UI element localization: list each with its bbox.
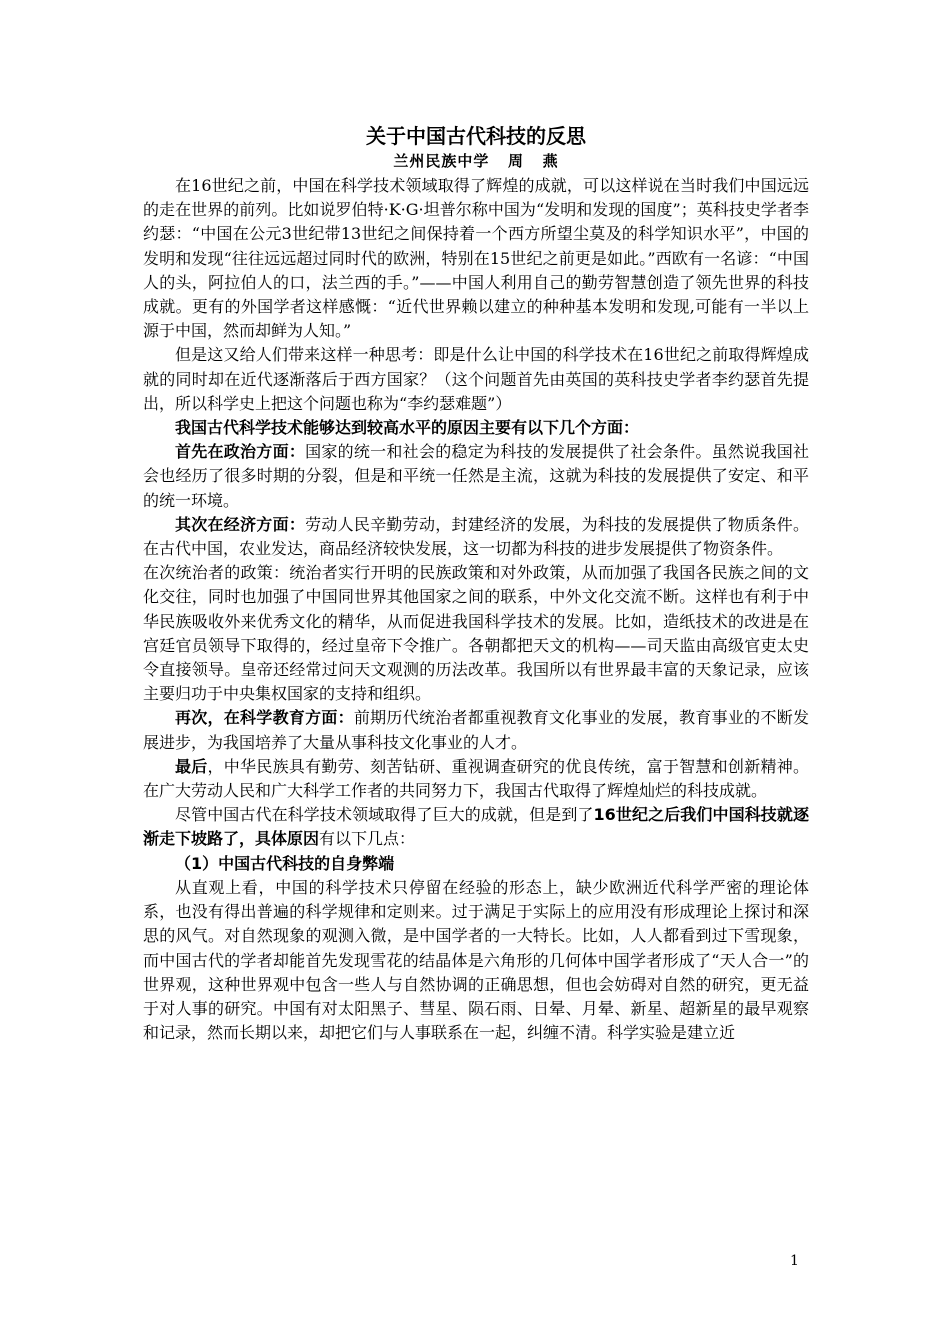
paragraph-lead: 最后 [175,756,208,776]
paragraph-lead: 再次，在科学教育方面： [175,708,354,728]
section-heading-reasons: 我国古代科学技术能够达到较高水平的原因主要有以下几个方面： [175,418,640,438]
paragraph-text: 劳动人民辛勤劳动，封建经济的发展，为科技的发展提供了物质条件。在古代中国，农业发达，商品经济较快发展，这一切都为科技的进步发展提供了物资条件。 [143,514,809,559]
paragraph-intro: 在16世纪之前，中国在科学技术领域取得了辉煌的成就，可以这样说在当时我们中国远远的走在世界的前列。比如说罗伯特·K·G·坦普尔称中国为“发明和发现的国度”；英科技史学者李约瑟：“中国在公元3世纪带13世纪之间保持着一个西方所望尘莫及的科学知识水平”，中国的发明和发现“往往远远超过同时代的欧洲，特别在15世纪之前更是如此。”西欧有一名谚：“中国人的头，阿拉伯人的口，法兰西的手。”——中国人利用自己的勤劳智慧创造了领先世界的科技成就。更有的外国学者这样感慨：“近代世界赖以建立的种种基本发明和发现,可能有一半以上源于中国，然而却鲜为人知。” [143,176,809,341]
paragraph-education [143,706,809,754]
section-heading-1: （1）中国古代科技的自身弊端 [175,853,395,873]
document-author: 兰州民族中学 周 燕 [393,152,559,170]
paragraph-text: ，中华民族具有勤劳、刻苦钻研、重视调查研究的优良传统，富于智慧和创新精神。在广大劳动人民和广大科学工作者的共同努力下，我国古代取得了辉煌灿烂的科技成就。 [143,756,809,801]
paragraph-policy: 在次统治者的政策：统治者实行开明的民族政策和对外政策，从而加强了我国各民族之间的文化交往，同时也加强了中国同世界其他国家之间的联系，中外文化交流不断。这样也有利于中华民族吸收外来优秀文化的精华，从而促进我国科学技术的发展。比如，造纸技术的改进是在宫廷官员领导下取得的，经过皇帝下令推广。各朝都把天文的机构——司天监由高级官吏太史令直接领导。皇帝还经常过问天文观测的历法改革。我国所以有世界最丰富的天象记录，应该主要归功于中央集权国家的支持和组织。 [143,563,809,704]
paragraph-lead: 其次在经济方面： [175,514,306,534]
paragraph-economy [143,513,809,561]
paragraph-spirit [143,755,809,803]
paragraph-text: 有以下几点： [319,829,416,849]
paragraph-decline [143,803,809,851]
document-title: 关于中国古代科技的反思 [366,124,586,148]
document-body [143,122,809,1045]
paragraph-lead: 首先在政治方面： [175,442,306,462]
paragraph-politics [143,440,809,513]
paragraph-text: 国家的统一和社会的稳定为科技的发展提供了社会条件。虽然说我国社会也经历了很多时期的分裂，但是和平统一任然是主流，这就为科技的发展提供了安定、和平的统一环境。 [143,442,809,510]
paragraph-bold-text: 16世纪之后我们中国科技就逐渐走下坡路了，具体原因 [143,805,809,849]
page-number: 1 [790,1253,799,1269]
paragraph-question: 但是这又给人们带来这样一种思考：即是什么让中国的科学技术在16世纪之前取得辉煌成就的同时却在近代逐渐落后于西方国家？（这个问题首先由英国的英科技史学者李约瑟首先提出，所以科学史上把这个问题也称为“李约瑟难题”） [143,345,809,413]
paragraph-text: 尽管中国古代在科学技术领域取得了巨大的成就，但是到了 [175,805,594,825]
paragraph-flaws: 从直观上看，中国的科学技术只停留在经验的形态上，缺少欧洲近代科学严密的理论体系，也没有得出普遍的科学规律和定则来。过于满足于实际上的应用没有形成理论上探讨和深思的风气。对自然现象的观测入微，是中国学者的一大特长。比如，人人都看到过下雪现象，而中国古代的学者却能首先发现雪花的结晶体是六角形的几何体中国学者形成了“天人合一”的世界观，这种世界观中包含一些人与自然协调的正确思想，但也会妨碍对自然的研究，更无益于对人事的研究。中国有对太阳黑子、彗星、陨石雨、日晕、月晕、新星、超新星的最早观察和记录，然而长期以来，却把它们与人事联系在一起，纠缠不清。科学实验是建立近 [143,877,809,1043]
paragraph-text: 前期历代统治者都重视教育文化事业的发展，教育事业的不断发展进步，为我国培养了大量从事科技文化事业的人才。 [143,708,809,752]
